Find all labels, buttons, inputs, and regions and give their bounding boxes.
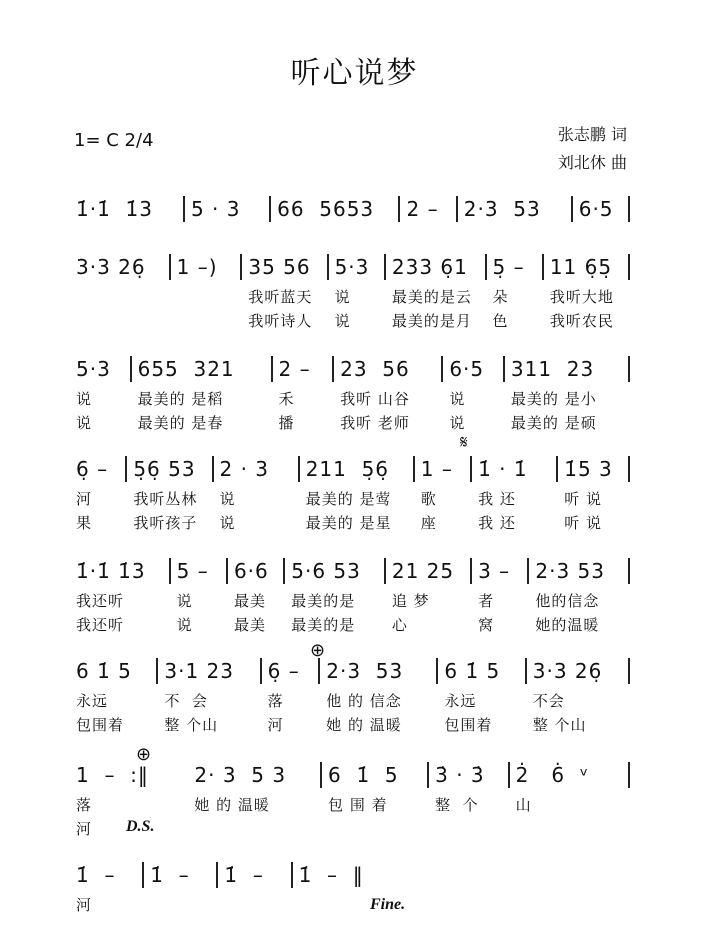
measure-notes: 2 –	[278, 357, 311, 381]
lyric-verse-1: 最美	[233, 592, 266, 610]
measure	[144, 862, 218, 888]
lyric-verse-2: 最美的是	[291, 616, 356, 634]
lyric-verse-2: 我听孩子	[133, 514, 198, 532]
lyric-verse-2: 说	[219, 514, 236, 532]
measure-notes: 1̇ – ‖	[298, 863, 364, 887]
measure	[472, 456, 558, 532]
song-title: 听心说梦	[290, 56, 419, 91]
measure-notes: 6·6	[233, 559, 269, 583]
measure-notes: 6 1̇ 5	[328, 763, 399, 787]
measure	[429, 762, 509, 814]
ds-mark: D.S.	[126, 818, 155, 835]
lyric-verse-1: 他 的 信念	[326, 692, 402, 710]
measure	[70, 254, 171, 280]
lyric-verse-2: 心	[391, 616, 408, 634]
lyric-verse-2: 我听农民	[549, 312, 614, 330]
lyric-verse-1: 不 会	[164, 692, 208, 710]
measure-notes: 1 –	[420, 457, 453, 481]
measure-notes: 1̇ –	[224, 863, 264, 887]
measure-notes: 2·3 53	[463, 197, 541, 221]
measure-notes: 1̇5 3	[564, 457, 613, 481]
lyric-verse-2: 最美的 是春	[137, 414, 224, 432]
lyric-verse-1: 我 还	[478, 490, 516, 508]
measure-notes: 1̇ –	[150, 863, 190, 887]
measure-notes: 233 6̣1	[391, 255, 468, 279]
measure-notes: 5·6 53	[291, 559, 361, 583]
measure-notes: 6̣ –	[267, 659, 300, 683]
lyric-verse-1: 歌	[420, 490, 437, 508]
measure-notes: 5·3	[334, 255, 370, 279]
measure	[171, 558, 228, 634]
lyric-verse-2: 河	[267, 716, 284, 734]
lyric-verse-1: 朵	[492, 288, 509, 306]
system	[70, 356, 630, 432]
measure-notes: 6̣ –	[76, 457, 109, 481]
lyric-verse-1: 说	[219, 490, 236, 508]
measure	[320, 658, 438, 734]
measure	[70, 658, 158, 734]
lyric-verse-1: 落	[76, 796, 93, 814]
lyric-verse-2: 说	[334, 312, 351, 330]
measure-notes: 6 1̇ 5	[444, 659, 501, 683]
measure-notes: 66 5653	[277, 197, 375, 221]
lyric-verse-2: 座	[420, 514, 437, 532]
measure-notes: 211 5̣6̣	[305, 457, 390, 481]
measure	[300, 456, 415, 532]
measure-notes: 21 25	[391, 559, 455, 583]
measure	[171, 254, 243, 280]
fine-mark: Fine.	[370, 896, 406, 913]
lyric-verse-2: 我听 老师	[340, 414, 410, 432]
measure-notes: 5̣6̣ 53	[133, 457, 196, 481]
measure-notes: 3̇ · 3̇	[435, 763, 485, 787]
measure-notes: 2· 3 5 3	[194, 763, 287, 787]
lyric-verse-1: 禾	[278, 390, 295, 408]
lyric-verse-1: 我还听	[76, 592, 125, 610]
measure	[322, 762, 429, 814]
lyric-verse-1: 听 说	[564, 490, 603, 508]
lyric-verse-1: 我听大地	[549, 288, 614, 306]
lyric-verse-2: 最美的 是星	[305, 514, 392, 532]
system	[70, 658, 630, 734]
system	[70, 196, 630, 222]
measure	[158, 658, 261, 734]
measure	[285, 558, 386, 634]
measure-notes: 1 – :‖	[76, 763, 149, 787]
lyric-verse-2: 整 个山	[164, 716, 219, 734]
measure-notes: 311 23	[510, 357, 595, 381]
measure	[70, 456, 127, 532]
coda-icon: ⊕	[136, 744, 152, 765]
measure	[400, 196, 457, 222]
lyric-verse-2: 播	[278, 414, 295, 432]
lyric-verse-1: 她 的 温暖	[194, 796, 270, 814]
measure	[527, 658, 630, 734]
lyric-verse-1: 我听蓝天	[248, 288, 313, 306]
lyric-verse-2: 说	[449, 414, 466, 432]
measure	[262, 658, 321, 734]
system	[70, 456, 630, 532]
measure	[70, 558, 171, 634]
measure	[70, 356, 132, 432]
measure	[329, 254, 386, 330]
lyric-verse-1: 河	[76, 490, 93, 508]
measure	[334, 356, 443, 432]
key-signature: 1= C 2/4	[74, 130, 154, 151]
lyric-verse-1: 山	[515, 796, 532, 814]
measure	[188, 762, 322, 814]
measure-notes: 35 56	[248, 255, 311, 279]
measure	[487, 254, 544, 330]
measure-notes: 2·3 53	[535, 559, 605, 583]
measure-notes: 6·5	[578, 197, 614, 221]
measure	[472, 558, 529, 634]
lyric-verse-2: 果	[76, 514, 93, 532]
measure	[558, 456, 630, 532]
segno-icon: 𝄋	[460, 432, 468, 453]
measure-notes: 6·5	[449, 357, 485, 381]
measure	[386, 558, 472, 634]
measure	[293, 862, 410, 888]
lyric-verse-2: 说	[176, 616, 193, 634]
measure	[185, 196, 271, 222]
measure	[273, 356, 335, 432]
measure-notes: 5 · 3	[190, 197, 241, 221]
lyric-verse-1: 包 围 着	[328, 796, 388, 814]
measure	[218, 862, 292, 888]
measure	[127, 456, 213, 532]
lyric-verse-2: 包围着	[76, 716, 125, 734]
measure	[505, 356, 630, 432]
lyric-verse-1: 最美的 是小	[510, 390, 597, 408]
lyric-verse-1: 永远	[444, 692, 477, 710]
lyric-verse-1: 最美的 是稻	[137, 390, 224, 408]
measure-notes: 5·3	[76, 357, 111, 381]
lyric-verse-2: 最美的是月	[391, 312, 472, 330]
lyric-verse-2: 包围着	[444, 716, 493, 734]
measure	[443, 356, 505, 432]
system	[70, 254, 630, 330]
lyric-verse-2: 整 个山	[532, 716, 587, 734]
system	[70, 558, 630, 634]
measure	[573, 196, 630, 222]
measure	[386, 254, 487, 330]
lyric-verse-2: 窝	[478, 616, 495, 634]
measure-notes: 5 –	[176, 559, 209, 583]
lyric-verse-1: 说	[176, 592, 193, 610]
measure	[529, 558, 630, 634]
lyric-verse-2: 最美的 是硕	[510, 414, 597, 432]
measure-notes: 3 –	[478, 559, 511, 583]
lyric-verse-2: 说	[76, 414, 93, 432]
lyric-verse-2: 我听诗人	[248, 312, 313, 330]
lyric-verse-2: 最美	[233, 616, 266, 634]
lyric-verse-1: 落	[267, 692, 284, 710]
lyric-verse-1: 河	[76, 896, 93, 914]
measure-notes: 1̇·1̇ 1̇3	[76, 197, 153, 221]
lyric-verse-1: 说	[334, 288, 351, 306]
lyric-verse-1: 最美的是云	[391, 288, 472, 306]
lyric-verse-2: 她的温暖	[535, 616, 600, 634]
measure	[510, 762, 630, 814]
measure-notes: 2 · 3	[219, 457, 270, 481]
measure	[458, 196, 573, 222]
lyric-verse-1: 说	[76, 390, 93, 408]
lyric-verse-1: 整 个	[435, 796, 479, 814]
measure-notes: 23 56	[340, 357, 410, 381]
measure	[70, 862, 144, 914]
composer: 刘北休 曲	[557, 153, 627, 172]
measure-notes: 2̇ 6̇ ᵛ	[515, 763, 590, 787]
measure-notes: 3·3 26̣	[76, 255, 146, 279]
measure-notes: 5̣ –	[492, 255, 525, 279]
lyric-verse-1: 我听丛林	[133, 490, 198, 508]
measure-notes: 1̇·1̇ 1̇3	[76, 559, 146, 583]
measure-notes: 11 6̣5̣	[549, 255, 613, 279]
measure	[271, 196, 400, 222]
lyric-verse-1: 永远	[76, 692, 109, 710]
lyric-verse-2: 河	[76, 820, 93, 838]
lyric-verse-1: 不会	[532, 692, 565, 710]
measure-notes: 2 –	[406, 197, 439, 221]
lyricist: 张志鹏 词	[557, 125, 627, 144]
measure	[415, 456, 472, 532]
measure-notes: 1̇ · 1̇	[478, 457, 528, 481]
lyric-verse-1: 说	[449, 390, 466, 408]
measure-notes: 6 1̇ 5	[76, 659, 132, 683]
measure-notes: 1̇ –	[76, 863, 116, 887]
lyric-verse-1: 追 梦	[391, 592, 430, 610]
lyric-verse-1: 我听 山谷	[340, 390, 410, 408]
measure	[228, 558, 285, 634]
lyric-verse-1: 最美的 是莺	[305, 490, 392, 508]
lyric-verse-2: 色	[492, 312, 509, 330]
measure	[544, 254, 630, 330]
lyric-verse-1: 最美的是	[291, 592, 356, 610]
measure-notes: 1 –)	[176, 255, 218, 279]
lyric-verse-1: 者	[478, 592, 495, 610]
coda-icon: ⊕	[310, 640, 326, 661]
lyric-verse-2: 她 的 温暖	[326, 716, 402, 734]
lyric-verse-2: 我 还	[478, 514, 516, 532]
measure-notes: 3·1 23	[164, 659, 234, 683]
measure	[132, 356, 273, 432]
measure	[242, 254, 328, 330]
lyric-verse-2: 我还听	[76, 616, 125, 634]
measure-notes: 3·3 26̣	[532, 659, 603, 683]
measure	[214, 456, 300, 532]
lyric-verse-1: 他的信念	[535, 592, 600, 610]
measure-notes: 2·3 53	[326, 659, 404, 683]
measure	[70, 196, 185, 222]
measure	[438, 658, 526, 734]
measure-notes: 655 321	[137, 357, 235, 381]
lyric-verse-2: 听 说	[564, 514, 603, 532]
